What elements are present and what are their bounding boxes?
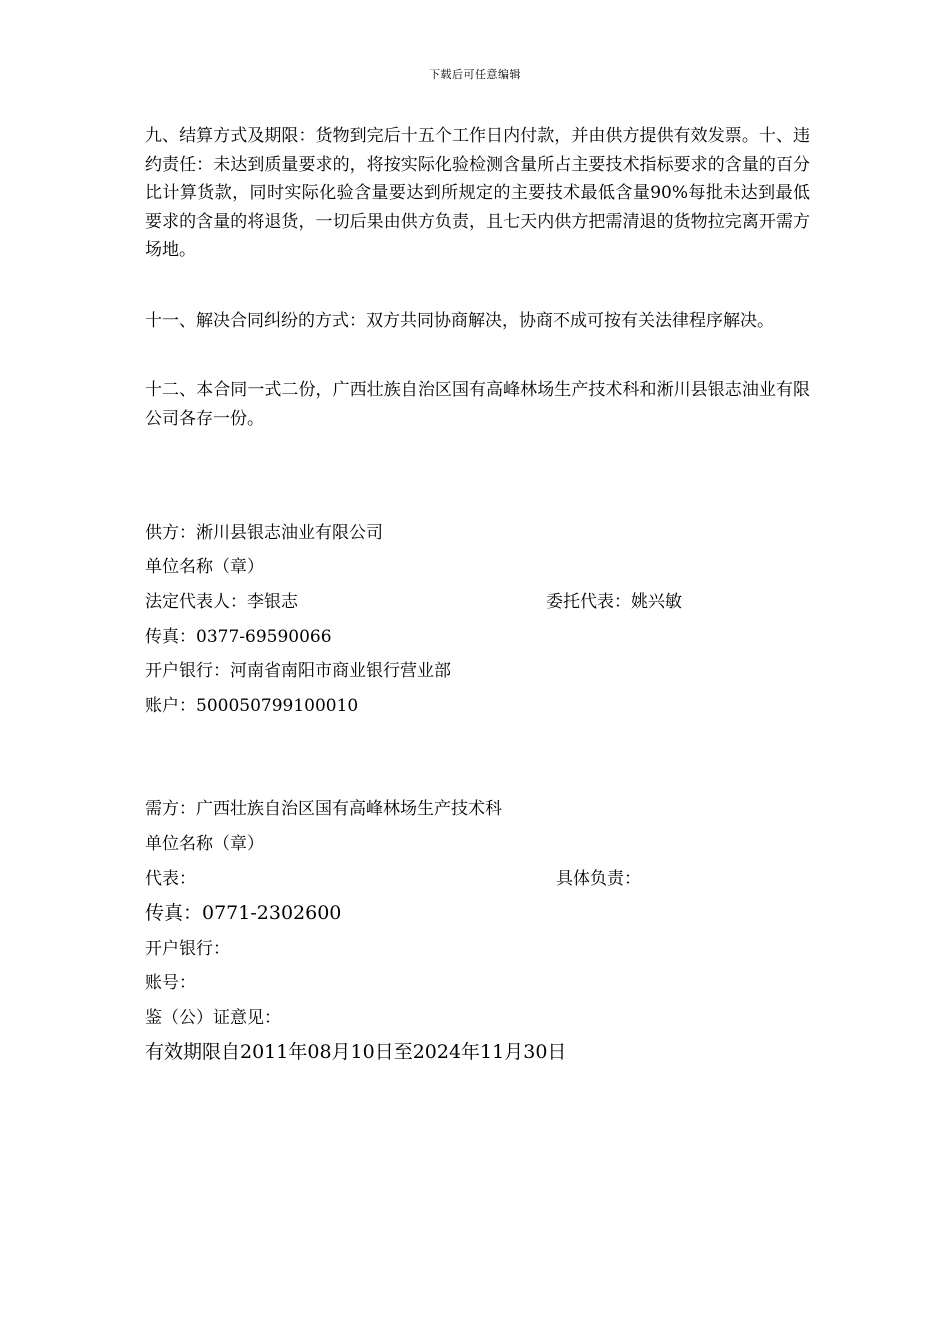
- buyer-responsible: 具体负责：: [556, 869, 641, 889]
- validity-period: 有效期限自2011年08月10日至2024年11月30日: [145, 1041, 567, 1063]
- supplier-legal-rep: 法定代表人：李银志: [145, 592, 298, 612]
- buyer-bank: 开户银行：: [145, 939, 230, 959]
- buyer-seal: 单位名称（章）: [145, 834, 264, 854]
- notary-opinion: 鉴（公）证意见：: [145, 1008, 281, 1028]
- clause-12: 十二、本合同一式二份，广西壮族自治区国有高峰林场生产技术科和淅川县银志油业有限公司各存一份。: [145, 380, 810, 429]
- supplier-seal: 单位名称（章）: [145, 557, 264, 577]
- buyer-rep: 代表：: [145, 869, 196, 889]
- supplier-agent: 委托代表：姚兴敏: [546, 592, 682, 612]
- buyer-name: 需方：广西壮族自治区国有高峰林场生产技术科: [145, 799, 502, 819]
- supplier-account: 账户：500050799100010: [145, 696, 359, 716]
- buyer-fax: 传真：0771-2302600: [145, 902, 342, 924]
- buyer-account: 账号：: [145, 973, 196, 993]
- clause-11: 十一、解决合同纠纷的方式：双方共同协商解决，协商不成可按有关法律程序解决。: [145, 311, 774, 331]
- clause-9-10: 九、结算方式及期限：货物到完后十五个工作日内付款，并由供方提供有效发票。十、违约责任：未达到质量要求的，将按实际化验检测含量所占主要技术指标要求的含量的百分比计算货款，同时实际化验含量要达到所规定的主要技术最低含量90%每批未达到最低要求的含量的将退货，一切后果由供方负责，且七天内供方把需清退的货物拉完离开需方场地。: [145, 126, 810, 260]
- supplier-fax: 传真：0377-69590066: [145, 627, 332, 647]
- supplier-bank: 开户银行：河南省南阳市商业银行营业部: [145, 661, 451, 681]
- page-header: 下载后可任意编辑: [429, 68, 521, 81]
- supplier-name: 供方：淅川县银志油业有限公司: [145, 523, 383, 543]
